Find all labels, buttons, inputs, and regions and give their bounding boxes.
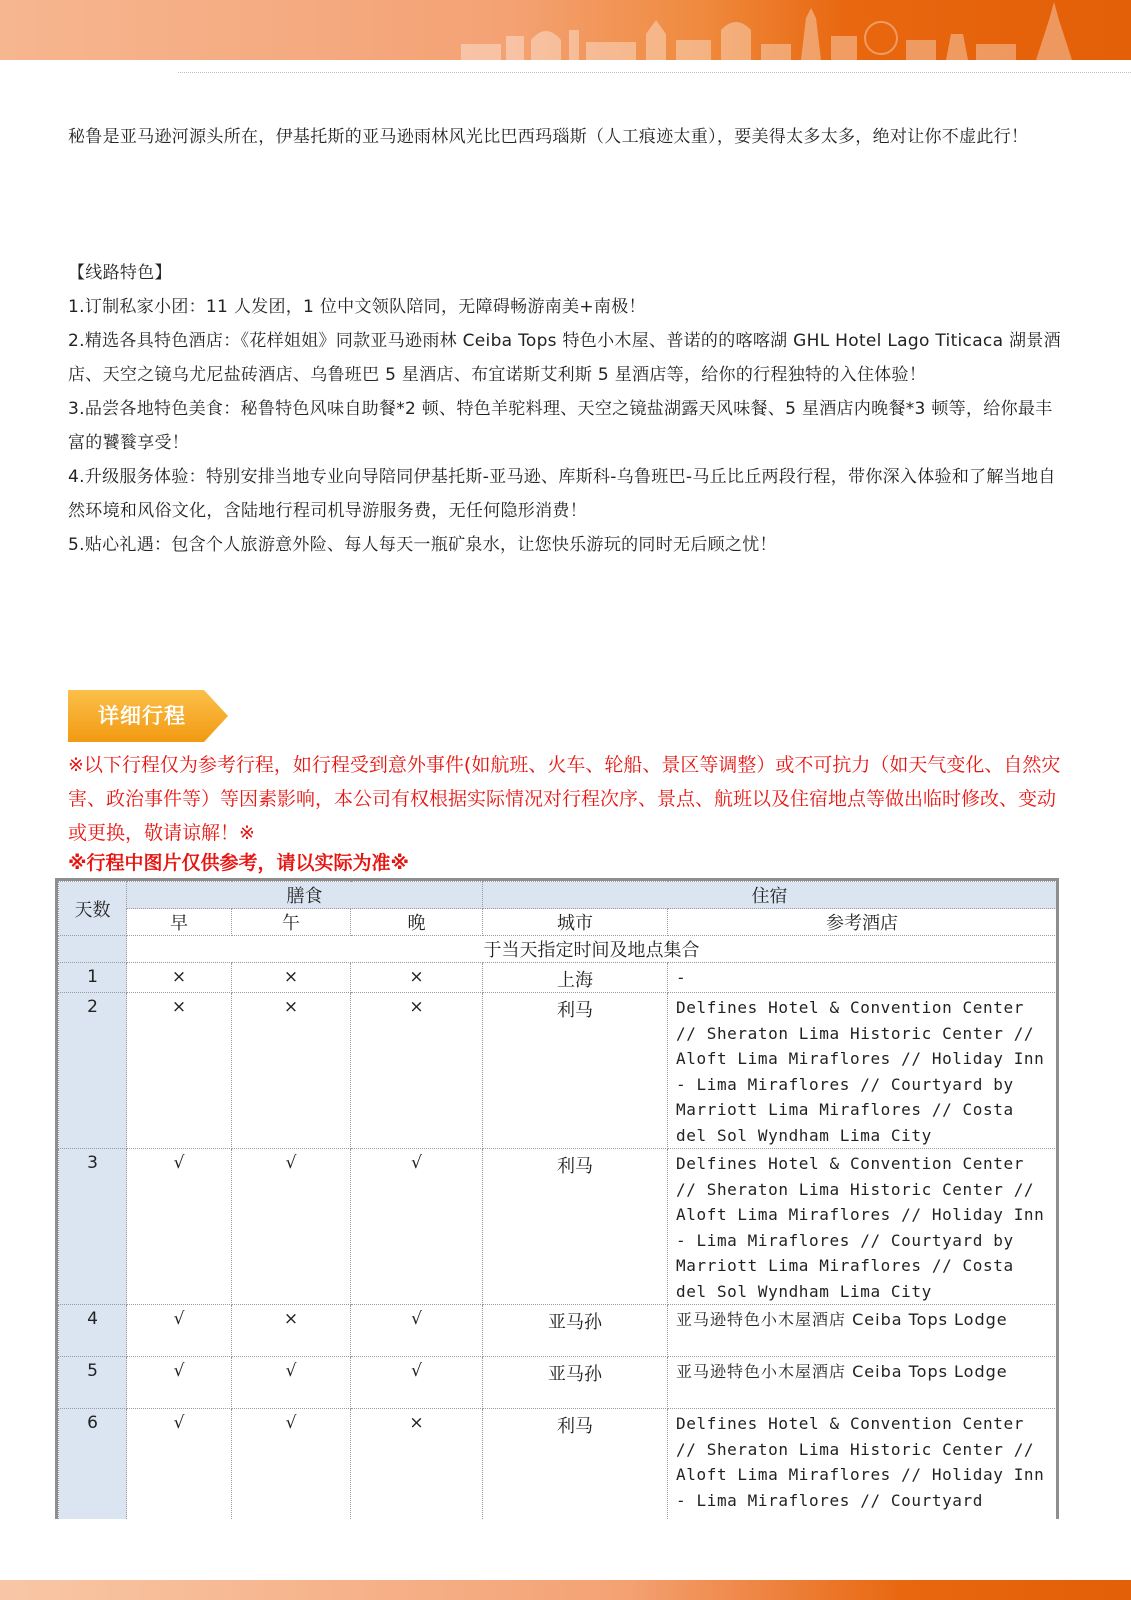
day-cell: 4 — [59, 1305, 127, 1357]
header-hotel: 参考酒店 — [668, 909, 1057, 936]
feature-item: 5.贴心礼遇：包含个人旅游意外险、每人每天一瓶矿泉水，让您快乐游玩的同时无后顾之忧！ — [68, 535, 777, 555]
day-cell — [59, 936, 127, 963]
hotel-cell: - — [668, 963, 1057, 993]
header-dinner: 晚 — [351, 909, 483, 936]
table-row — [59, 963, 1057, 993]
day-cell: 5 — [59, 1357, 127, 1409]
header-breakfast: 早 — [127, 909, 232, 936]
table-header-row — [59, 882, 1057, 909]
feature-item: 4.升级服务体验：特别安排当地专业向导陪同伊基托斯-亚马逊、库斯科-乌鲁班巴-马丘比丘两段行程，带你深入体验和了解当地自然环境和风俗文化，含陆地行程司机导游服务费，无任何隐形消费！ — [68, 467, 1056, 521]
section-title: 详细行程 — [98, 704, 186, 728]
disclaimer-notice: ※以下行程仅为参考行程，如行程受到意外事件(如航班、火车、轮船、景区等调整）或不可抗力（如天气变化、自然灾害、政治事件等）等因素影响，本公司有权根据实际情况对行程次序、景点、航班以及住宿地点等做出临时修改、变动或更换，敬请谅解！※ — [68, 754, 1061, 844]
breakfast-cell: √ — [127, 1149, 232, 1305]
itinerary-table — [55, 878, 1059, 1519]
breakfast-cell: √ — [127, 1305, 232, 1357]
table-row — [59, 1149, 1057, 1305]
lunch-cell: × — [232, 993, 351, 1149]
city-cell: 亚马孙 — [483, 1357, 668, 1409]
city-cell: 利马 — [483, 1409, 668, 1520]
breakfast-cell: √ — [127, 1357, 232, 1409]
features-section — [68, 256, 1063, 562]
features-heading: 【线路特色】 — [68, 263, 172, 283]
top-banner — [0, 0, 1131, 60]
header-day: 天数 — [59, 882, 127, 936]
header-divider — [178, 72, 1131, 73]
header-lodging: 住宿 — [483, 882, 1057, 909]
feature-item: 3.品尝各地特色美食：秘鲁特色风味自助餐*2 顿、特色羊驼料理、天空之镜盐湖露天风味餐、5 星酒店内晚餐*3 顿等，给你最丰富的饕餮享受！ — [68, 399, 1053, 453]
skyline-decoration-icon — [451, 0, 1091, 60]
dinner-cell: × — [351, 1409, 483, 1520]
dinner-cell: × — [351, 993, 483, 1149]
table-row — [59, 993, 1057, 1149]
table-row — [59, 1357, 1057, 1409]
header-city: 城市 — [483, 909, 668, 936]
lunch-cell: × — [232, 1305, 351, 1357]
intro-paragraph — [68, 120, 1063, 154]
table-row — [59, 1409, 1057, 1520]
city-cell: 亚马孙 — [483, 1305, 668, 1357]
table-row — [59, 1305, 1057, 1357]
day-cell: 2 — [59, 993, 127, 1149]
feature-item: 1.订制私家小团：11 人发团，1 位中文领队陪同，无障碍畅游南美+南极！ — [68, 297, 646, 317]
day-cell: 3 — [59, 1149, 127, 1305]
hotel-cell: 亚马逊特色小木屋酒店 Ceiba Tops Lodge — [668, 1357, 1057, 1409]
dinner-cell: √ — [351, 1357, 483, 1409]
hotel-cell: Delfines Hotel & Convention Center // Sheraton Lima Historic Center // Aloft Lima Miraflores // Holiday Inn - Lima Miraflores // Courtyard by Marriott Lima Miraflores // Costa del Sol Wyndham Lima City — [668, 1149, 1057, 1305]
table-subheader-row — [59, 909, 1057, 936]
header-meals: 膳食 — [127, 882, 483, 909]
gather-text: 于当天指定时间及地点集合 — [127, 936, 1057, 963]
lunch-cell: √ — [232, 1357, 351, 1409]
breakfast-cell: × — [127, 993, 232, 1149]
hotel-cell: 亚马逊特色小木屋酒店 Ceiba Tops Lodge — [668, 1305, 1057, 1357]
gather-row — [59, 936, 1057, 963]
city-cell: 利马 — [483, 1149, 668, 1305]
header-lunch: 午 — [232, 909, 351, 936]
feature-item: 2.精选各具特色酒店：《花样姐姐》同款亚马逊雨林 Ceiba Tops 特色小木屋、普诺的的喀喀湖 GHL Hotel Lago Titicaca 湖景酒店、天空之镜乌尤尼盐砖酒店、乌鲁班巴 5 星酒店、布宜诺斯艾利斯 5 星酒店等，给你的行程独特的入住体验！ — [68, 331, 1061, 385]
breakfast-cell: √ — [127, 1409, 232, 1520]
day-cell: 6 — [59, 1409, 127, 1520]
lunch-cell: × — [232, 963, 351, 993]
hotel-cell: Delfines Hotel & Convention Center // Sheraton Lima Historic Center // Aloft Lima Miraflores // Holiday Inn - Lima Miraflores // Courtyard by Marriott Lima Miraflores // Costa del Sol Wyndham Lima City — [668, 993, 1057, 1149]
hotel-cell: Delfines Hotel & Convention Center // Sheraton Lima Historic Center // Aloft Lima Miraflores // Holiday Inn - Lima Miraflores // Courtyard — [668, 1409, 1057, 1520]
dinner-cell: √ — [351, 1305, 483, 1357]
section-title-tag — [68, 690, 230, 742]
city-cell: 利马 — [483, 993, 668, 1149]
lunch-cell: √ — [232, 1149, 351, 1305]
dinner-cell: × — [351, 963, 483, 993]
city-cell: 上海 — [483, 963, 668, 993]
footer-band — [0, 1580, 1131, 1600]
intro-text: 秘鲁是亚马逊河源头所在，伊基托斯的亚马逊雨林风光比巴西玛瑙斯（人工痕迹太重），要美得太多太多，绝对让你不虚此行！ — [68, 127, 1029, 147]
image-notice: ※行程中图片仅供参考，请以实际为准※ — [68, 852, 409, 874]
lunch-cell: √ — [232, 1409, 351, 1520]
dinner-cell: √ — [351, 1149, 483, 1305]
breakfast-cell: × — [127, 963, 232, 993]
day-cell: 1 — [59, 963, 127, 993]
